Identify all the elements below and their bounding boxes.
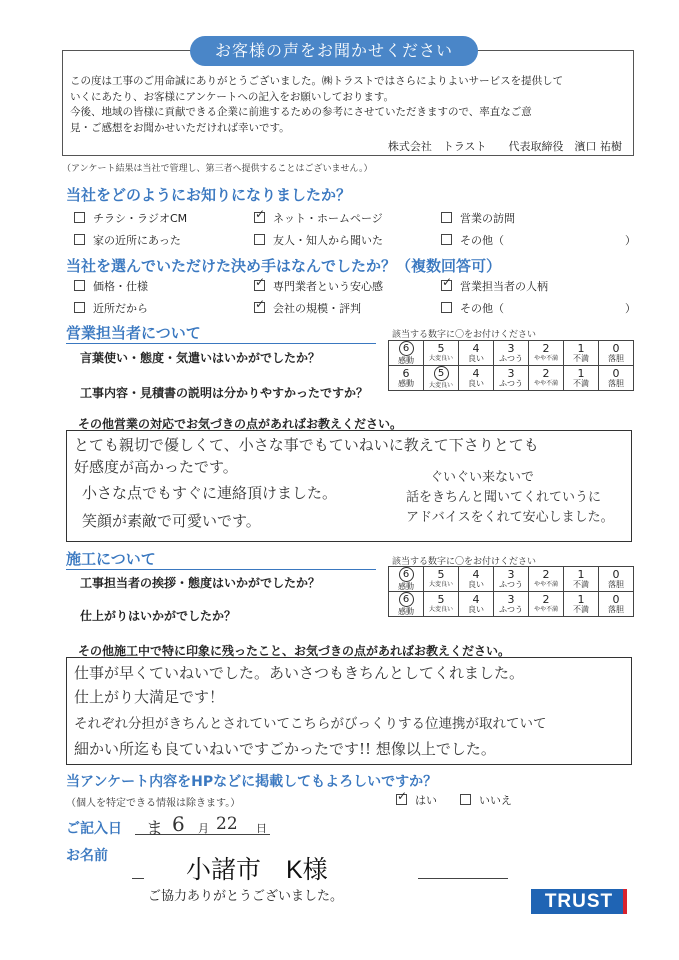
intro-line: 今後、地域の皆様に貢献できる企業に前進するための参考にさせていただきますので、率直なご意 [70, 106, 532, 118]
handwritten-line: 仕事が早くていねいでした。あいさつもきちんとしてくれました。 [74, 664, 525, 682]
checkbox[interactable] [74, 302, 85, 313]
intro-line: この度は工事のご用命誠にありがとうございました。㈱トラストではさらによりよいサービスを提供して [70, 75, 564, 87]
q1-option[interactable]: 友人・知人から聞いた [254, 232, 383, 248]
q2-option[interactable]: ✓ 会社の規模・評判 [254, 300, 361, 316]
q1-option[interactable]: ✓ ネット・ホームページ [254, 210, 383, 226]
handwritten-line: 細かい所迄も良ていねいですごかったです!! 想像以上でした。 [74, 740, 496, 758]
rating-cell-6[interactable]: 6 感動 [389, 366, 424, 391]
checkbox[interactable] [74, 234, 85, 245]
selected-circle: 6 [399, 592, 414, 607]
rating-row [389, 366, 634, 391]
checkbox-checked[interactable] [254, 302, 265, 313]
checkbox[interactable] [74, 280, 85, 291]
date-month: 6 [172, 812, 185, 836]
hp-note: （個人を特定できる情報は除きます。） [66, 798, 241, 809]
rating-cell-5[interactable]: 5 大変良い [424, 592, 459, 617]
rating-cell-2[interactable]: 2 やや不満 [529, 592, 564, 617]
intro-text [70, 74, 626, 136]
rating-row [389, 592, 634, 617]
rating-cell-3[interactable]: 3 ふつう [494, 366, 529, 391]
selected-circle: 6 [399, 341, 414, 356]
checkbox[interactable] [460, 794, 471, 805]
name-underline-right [418, 878, 508, 879]
checkbox[interactable] [74, 212, 85, 223]
rating-cell-2[interactable]: 2 やや不満 [529, 366, 564, 391]
checkbox-checked[interactable] [396, 794, 407, 805]
construction-heading: 施工について [66, 548, 376, 570]
selected-circle: 5 [434, 366, 449, 381]
q2-option[interactable]: ✓ 専門業者という安心感 [254, 278, 383, 294]
rating-cell-4[interactable]: 4 良い [459, 341, 494, 366]
rating-cell-3[interactable]: 3 ふつう [494, 341, 529, 366]
trust-logo: TRUST [531, 889, 627, 914]
construction-q2: 仕上がりはいかがでしたか？ [80, 609, 237, 623]
handwritten-line: 話をきちんと聞いてくれていうに [406, 490, 602, 505]
rating-cell-0[interactable]: 0 落胆 [599, 341, 634, 366]
checkbox[interactable] [254, 234, 265, 245]
closing-message: ご協力ありがとうございました。 [148, 889, 344, 904]
q1-option[interactable]: 家の近所にあった [74, 232, 181, 248]
rating-cell-6[interactable]: 6 感動 [389, 567, 424, 592]
construction-q1: 工事担当者の挨拶・態度はいかがでしたか？ [80, 576, 321, 590]
rating-cell-4[interactable]: 4 良い [459, 592, 494, 617]
hp-question: 当アンケート内容をHPなどに掲載してもよろしいですか？ [66, 774, 438, 790]
hp-yes-option[interactable]: ✓ はい [396, 792, 437, 808]
rating-cell-3[interactable]: 3 ふつう [494, 592, 529, 617]
rating-cell-1[interactable]: 1 不満 [564, 567, 599, 592]
rating-cell-2[interactable]: 2 やや不満 [529, 567, 564, 592]
date-day-unit: 日 [256, 822, 267, 835]
handwritten-line: アドバイスをくれて安心しました。 [406, 510, 614, 525]
customer-name: 小諸市 K様 [186, 856, 328, 884]
q2-heading: 当社を選んでいただけた決め手はなんでしたか？（複数回答可） [66, 257, 502, 275]
q1-option[interactable]: その他（ ） [441, 232, 636, 248]
rating-instruction: 該当する数字に〇をお付けください [392, 557, 537, 567]
hp-no-option[interactable]: いいえ [460, 792, 512, 808]
rating-cell-4[interactable]: 4 良い [459, 366, 494, 391]
rating-cell-6[interactable]: 6 感動 [389, 592, 424, 617]
date-day: 22 [216, 814, 238, 834]
handwritten-line: 小さな点でもすぐに連絡頂けました。 [82, 484, 338, 502]
rating-cell-0[interactable]: 0 落胆 [599, 592, 634, 617]
rating-row [389, 567, 634, 592]
q2-option[interactable]: その他（ ） [441, 300, 636, 316]
handwritten-line: ぐいぐい来ないで [430, 470, 535, 485]
name-label: お名前 [66, 848, 108, 864]
rating-cell-0[interactable]: 0 落胆 [599, 366, 634, 391]
company-signature: 株式会社 トラスト 代表取締役 濱口 祐樹 [387, 140, 622, 153]
handwritten-line: 好感度が高かったです。 [74, 458, 238, 476]
rating-cell-1[interactable]: 1 不満 [564, 592, 599, 617]
checkbox-checked[interactable] [441, 280, 452, 291]
date-month-unit: 月 [198, 822, 209, 835]
checkbox[interactable] [441, 302, 452, 313]
handwritten-line: とても親切で優しくて、小さな事でもていねいに教えて下さりとても [74, 436, 539, 454]
rating-row [389, 341, 634, 366]
rating-cell-5[interactable]: 5 大変良い [424, 341, 459, 366]
sales-q2: 工事内容・見積書の説明は分かりやすかったですか？ [80, 386, 369, 400]
sales-comment-prompt: その他営業の対応でお気づきの点があればお教えください。 [78, 417, 403, 431]
q1-option[interactable]: 営業の訪問 [441, 210, 515, 226]
rating-cell-0[interactable]: 0 落胆 [599, 567, 634, 592]
checkbox[interactable] [441, 212, 452, 223]
handwritten-line: それぞれ分担がきちんとされていてこちらがびっくりする位連携が取れていて [74, 716, 547, 732]
privacy-note: （アンケート結果は当社で管理し、第三者へ提供することはございません。） [62, 164, 373, 174]
sales-heading: 営業担当者について [66, 322, 376, 344]
intro-line: いくにあたり、お客様にアンケートへの記入をお願いしております。 [70, 90, 395, 103]
rating-cell-3[interactable]: 3 ふつう [494, 567, 529, 592]
checkbox-checked[interactable] [254, 212, 265, 223]
rating-cell-4[interactable]: 4 良い [459, 567, 494, 592]
q2-option[interactable]: 価格・仕様 [74, 278, 148, 294]
rating-cell-2[interactable]: 2 やや不満 [529, 341, 564, 366]
sales-rating-table [388, 340, 634, 391]
name-underline-left [132, 878, 144, 879]
rating-instruction: 該当する数字に〇をお付けください [392, 330, 537, 340]
checkbox[interactable] [441, 234, 452, 245]
handwritten-line: 笑顔が素敵で可愛いです。 [82, 512, 261, 530]
intro-line: 見・ご感想をお聞かせいただければ幸いです。 [70, 121, 290, 134]
q1-option[interactable]: チラシ・ラジオCM [74, 210, 187, 226]
construction-comment-prompt: その他施工中で特に印象に残ったこと、お気づきの点があればお教えください。 [78, 644, 511, 658]
rating-cell-1[interactable]: 1 不満 [564, 366, 599, 391]
survey-title: お客様の声をお聞かせください [190, 36, 478, 66]
rating-cell-5[interactable]: 5 大変良い [424, 567, 459, 592]
rating-cell-1[interactable]: 1 不満 [564, 341, 599, 366]
q2-option[interactable]: 近所だから [74, 300, 148, 316]
date-era: ま [146, 819, 163, 839]
q1-heading: 当社をどのようにお知りになりましたか？ [66, 186, 352, 204]
sales-q1: 言葉使い・態度・気遣いはいかがでしたか？ [80, 351, 321, 365]
handwritten-line: 仕上がり大満足です！ [74, 688, 225, 706]
checkbox-checked[interactable] [254, 280, 265, 291]
construction-rating-table [388, 566, 634, 617]
q2-option[interactable]: ✓ 営業担当者の人柄 [441, 278, 548, 294]
rating-cell-6[interactable]: 6 感動 [389, 341, 424, 366]
rating-cell-5[interactable]: 5 大変良い [424, 366, 459, 391]
trust-logo-accent [623, 889, 627, 914]
selected-circle: 6 [399, 567, 414, 582]
date-label: ご記入日 [66, 821, 122, 837]
